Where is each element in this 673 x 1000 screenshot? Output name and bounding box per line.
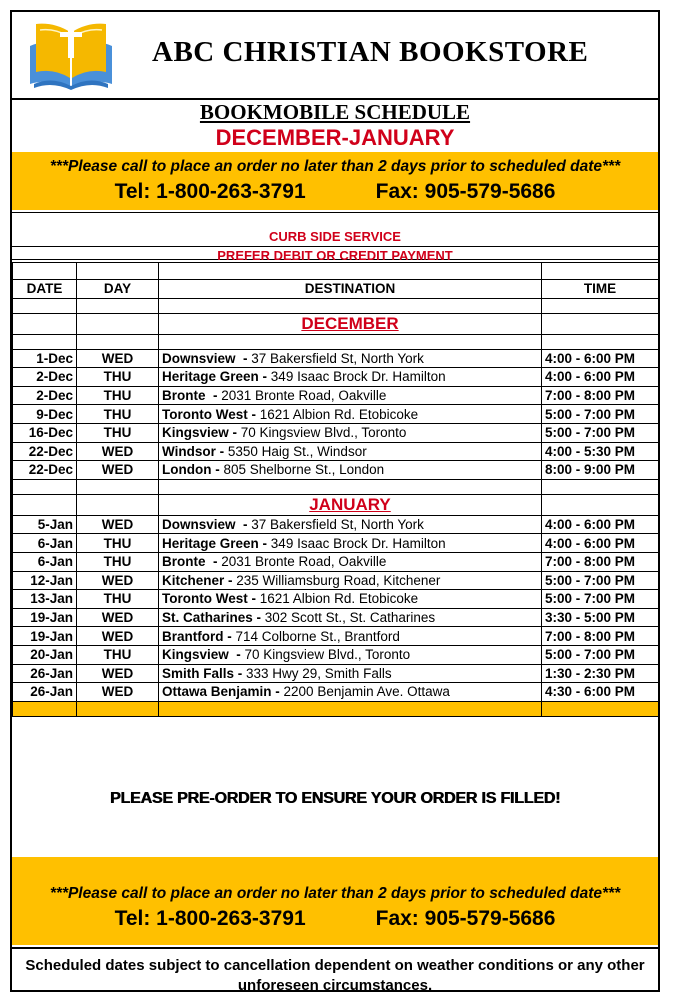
destination-place: St. Catharines (162, 610, 253, 626)
destination-separator: - (271, 684, 284, 700)
order-notice: ***Please call to place an order no later than 2 days prior to scheduled date*** (49, 158, 621, 175)
date-cell: 16-Dec (13, 423, 77, 442)
day-cell: THU (77, 368, 159, 387)
table-row (13, 645, 659, 664)
destination-address: 37 Bakersfield St, North York (251, 517, 424, 533)
time-cell: 8:00 - 9:00 PM (542, 461, 659, 480)
schedule-table (12, 262, 659, 717)
time-cell: 4:00 - 6:00 PM (542, 534, 659, 553)
open-bible-cross-icon (26, 18, 116, 90)
destination-cell (159, 515, 542, 534)
payment-preference-text: PREFER DEBIT OR CREDIT PAYMENT (12, 246, 658, 263)
date-cell: 22-Dec (13, 442, 77, 461)
empty-cell (77, 479, 159, 494)
destination-separator: - (211, 462, 224, 478)
destination-address: 349 Isaac Brock Dr. Hamilton (270, 369, 446, 385)
time-cell: 5:00 - 7:00 PM (542, 645, 659, 664)
time-cell: 5:00 - 7:00 PM (542, 571, 659, 590)
fax-number: Fax: 905-579-5686 (375, 180, 556, 203)
day-cell: THU (77, 534, 159, 553)
schedule-document (10, 10, 660, 992)
destination-address: 333 Hwy 29, Smith Falls (246, 665, 392, 681)
destination-separator: - (205, 388, 222, 404)
destination-separator: - (205, 554, 222, 570)
time-cell: 7:00 - 8:00 PM (542, 552, 659, 571)
destination-cell (159, 368, 542, 387)
destination-address: 37 Bakersfield St, North York (251, 350, 424, 366)
day-cell: THU (77, 645, 159, 664)
destination-address: 302 Scott St., St. Catharines (264, 610, 436, 626)
day-cell: WED (77, 442, 159, 461)
day-cell: WED (77, 461, 159, 480)
curbside-service-text: CURB SIDE SERVICE (269, 229, 401, 244)
destination-separator: - (235, 517, 252, 533)
destination-address: 714 Colborne St., Brantford (235, 628, 400, 644)
destination-place: Bronte (162, 388, 206, 404)
destination-place: Downsview (162, 350, 236, 366)
table-row (13, 608, 659, 627)
date-cell: 19-Jan (13, 608, 77, 627)
destination-cell (159, 461, 542, 480)
service-info (12, 212, 658, 263)
day-cell: THU (77, 552, 159, 571)
destination-separator: - (258, 535, 271, 551)
time-cell: 4:00 - 6:00 PM (542, 368, 659, 387)
empty-cell (77, 334, 159, 349)
empty-cell (542, 334, 659, 349)
order-notice: ***Please call to place an order no later than 2 days prior to scheduled date*** (49, 885, 621, 902)
time-cell: 7:00 - 8:00 PM (542, 386, 659, 405)
table-row (13, 349, 659, 368)
day-cell: THU (77, 590, 159, 609)
date-cell: 6-Jan (13, 552, 77, 571)
table-row (13, 461, 659, 480)
destination-separator: - (228, 425, 241, 441)
empty-cell (542, 313, 659, 334)
destination-place: Heritage Green (162, 369, 259, 385)
destination-address: 70 Kingsview Blvd., Toronto (240, 425, 407, 441)
destination-place: London (162, 462, 212, 478)
destination-cell (159, 683, 542, 702)
time-cell: 3:30 - 5:00 PM (542, 608, 659, 627)
time-cell: 4:00 - 6:00 PM (542, 515, 659, 534)
contact-line (12, 180, 658, 204)
destination-cell (159, 386, 542, 405)
column-header-day: DAY (77, 280, 159, 299)
date-cell: 26-Jan (13, 664, 77, 683)
destination-address: 70 Kingsview Blvd., Toronto (244, 647, 411, 663)
date-cell: 19-Jan (13, 627, 77, 646)
destination-cell (159, 442, 542, 461)
date-cell: 12-Jan (13, 571, 77, 590)
destination-address: 805 Shelborne St., London (223, 462, 385, 478)
empty-cell (542, 479, 659, 494)
empty-cell (542, 494, 659, 515)
date-cell: 9-Dec (13, 405, 77, 424)
empty-cell (542, 701, 659, 716)
destination-cell (159, 349, 542, 368)
destination-place: Kingsview (162, 647, 229, 663)
month-heading-row (13, 313, 659, 334)
empty-cell (159, 479, 542, 494)
destination-separator: - (215, 443, 228, 459)
table-header-row (13, 280, 659, 299)
destination-place: Windsor (162, 443, 216, 459)
day-cell: WED (77, 664, 159, 683)
table-row (13, 442, 659, 461)
destination-place: Kitchener (162, 572, 225, 588)
destination-address: 1621 Albion Rd. Etobicoke (259, 406, 419, 422)
destination-separator: - (252, 610, 265, 626)
date-cell: 2-Dec (13, 386, 77, 405)
header (12, 12, 658, 100)
day-cell: WED (77, 571, 159, 590)
empty-cell (13, 494, 77, 515)
destination-address: 2031 Bronte Road, Oakville (221, 554, 387, 570)
column-header-time: TIME (542, 280, 659, 299)
telephone-number: Tel: 1-800-263-3791 (114, 180, 306, 203)
empty-cell (542, 298, 659, 313)
months-title: DECEMBER-JANUARY (215, 125, 455, 150)
destination-separator: - (247, 406, 260, 422)
destination-address: 1621 Albion Rd. Etobicoke (259, 591, 419, 607)
destination-address: 349 Isaac Brock Dr. Hamilton (270, 535, 446, 551)
date-cell: 6-Jan (13, 534, 77, 553)
destination-cell (159, 645, 542, 664)
destination-place: Toronto West (162, 591, 248, 607)
empty-cell (159, 334, 542, 349)
table-row (13, 627, 659, 646)
empty-cell (159, 298, 542, 313)
destination-place: Toronto West (162, 406, 248, 422)
cancellation-disclaimer: Scheduled dates subject to cancellation dependent on weather conditions or any other unforeseen circumstances. (12, 947, 658, 996)
day-cell: THU (77, 423, 159, 442)
destination-separator: - (228, 647, 245, 663)
empty-cell (159, 701, 542, 716)
destination-place: Bronte (162, 554, 206, 570)
time-cell: 7:00 - 8:00 PM (542, 627, 659, 646)
store-name: ABC CHRISTIAN BOOKSTORE (152, 36, 589, 68)
destination-cell (159, 590, 542, 609)
destination-address: 2031 Bronte Road, Oakville (221, 388, 387, 404)
date-cell: 22-Dec (13, 461, 77, 480)
fax-number: Fax: 905-579-5686 (375, 907, 556, 930)
table-spacer-row (13, 263, 659, 280)
time-cell: 5:00 - 7:00 PM (542, 423, 659, 442)
month-heading: JANUARY (159, 494, 542, 515)
day-cell: WED (77, 349, 159, 368)
time-cell: 4:30 - 6:00 PM (542, 683, 659, 702)
date-cell: 26-Jan (13, 683, 77, 702)
destination-separator: - (234, 665, 247, 681)
date-cell: 5-Jan (13, 515, 77, 534)
table-row (13, 683, 659, 702)
empty-cell (13, 701, 77, 716)
order-banner-bottom (12, 857, 658, 945)
empty-cell (13, 334, 77, 349)
preorder-message: PLEASE PRE-ORDER TO ENSURE YOUR ORDER IS FILLED! (109, 790, 561, 807)
table-row (13, 571, 659, 590)
destination-separator: - (258, 369, 271, 385)
destination-cell (159, 627, 542, 646)
time-cell: 4:00 - 6:00 PM (542, 349, 659, 368)
destination-place: Heritage Green (162, 535, 259, 551)
table-spacer-row (13, 479, 659, 494)
destination-separator: - (235, 350, 252, 366)
destination-cell (159, 552, 542, 571)
destination-separator: - (223, 628, 236, 644)
table-row (13, 534, 659, 553)
date-cell: 20-Jan (13, 645, 77, 664)
date-cell: 13-Jan (13, 590, 77, 609)
order-banner-top (12, 152, 658, 210)
destination-cell (159, 534, 542, 553)
table-spacer-row (13, 334, 659, 349)
empty-cell (77, 701, 159, 716)
table-row (13, 386, 659, 405)
table-row (13, 590, 659, 609)
month-heading: DECEMBER (159, 313, 542, 334)
day-cell: THU (77, 405, 159, 424)
date-cell: 1-Dec (13, 349, 77, 368)
destination-cell (159, 405, 542, 424)
day-cell: WED (77, 683, 159, 702)
month-heading-row (13, 494, 659, 515)
schedule-title: BOOKMOBILE SCHEDULE (199, 100, 471, 124)
destination-place: Downsview (162, 517, 236, 533)
time-cell: 1:30 - 2:30 PM (542, 664, 659, 683)
table-row (13, 368, 659, 387)
destination-place: Brantford (162, 628, 224, 644)
empty-cell (77, 494, 159, 515)
empty-cell (77, 298, 159, 313)
column-header-destination: DESTINATION (159, 280, 542, 299)
empty-cell (13, 298, 77, 313)
destination-cell (159, 571, 542, 590)
destination-place: Smith Falls (162, 665, 235, 681)
destination-place: Kingsview (162, 425, 229, 441)
table-row (13, 552, 659, 571)
destination-separator: - (224, 572, 237, 588)
day-cell: WED (77, 627, 159, 646)
table-row (13, 405, 659, 424)
date-cell: 2-Dec (13, 368, 77, 387)
time-cell: 4:00 - 5:30 PM (542, 442, 659, 461)
table-row (13, 664, 659, 683)
day-cell: WED (77, 515, 159, 534)
empty-cell (13, 313, 77, 334)
destination-cell (159, 664, 542, 683)
column-header-date: DATE (13, 280, 77, 299)
destination-address: 2200 Benjamin Ave. Ottawa (283, 684, 450, 700)
destination-cell (159, 423, 542, 442)
contact-line (12, 907, 658, 931)
destination-address: 5350 Haig St., Windsor (227, 443, 367, 459)
day-cell: WED (77, 608, 159, 627)
empty-cell (13, 479, 77, 494)
table-spacer-row (13, 298, 659, 313)
destination-address: 235 Williamsburg Road, Kitchener (236, 572, 441, 588)
telephone-number: Tel: 1-800-263-3791 (114, 907, 306, 930)
time-cell: 5:00 - 7:00 PM (542, 590, 659, 609)
destination-separator: - (247, 591, 260, 607)
day-cell: THU (77, 386, 159, 405)
table-highlight-row (13, 701, 659, 716)
destination-place: Ottawa Benjamin (162, 684, 272, 700)
time-cell: 5:00 - 7:00 PM (542, 405, 659, 424)
table-row (13, 515, 659, 534)
table-row (13, 423, 659, 442)
destination-cell (159, 608, 542, 627)
empty-cell (77, 313, 159, 334)
